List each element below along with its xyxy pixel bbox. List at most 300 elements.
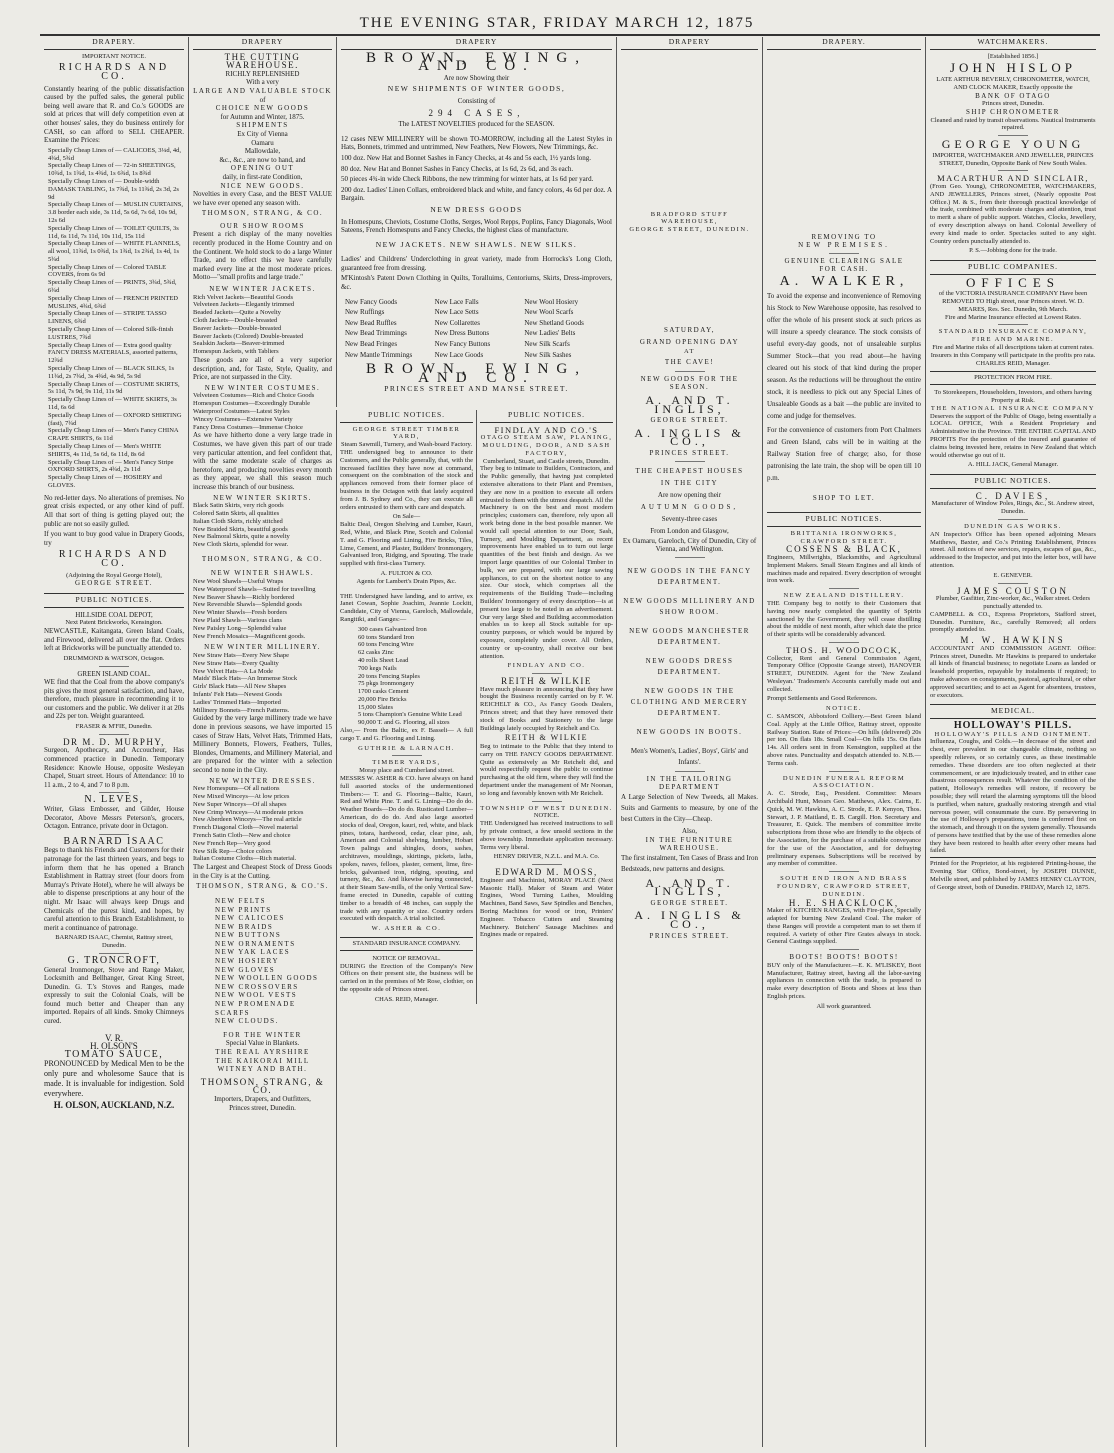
- shacklock-text: Maker of KITCHEN RANGES, with Fire-place, Specially adapted for burning New Zealand Coal. The maker of these Ranges will provide a competent man to set them if required. A variety of other Fire Grates always in stock. General Castings supplied.: [767, 907, 921, 946]
- troncroft-title: G. TRONCROFT,: [67, 954, 161, 966]
- price-item: Specially Cheap Lines of — Men's Fancy CHINA CRAPE SHIRTS, 6s 11d: [48, 427, 179, 443]
- shawls-title: NEW WINTER SHAWLS.: [210, 569, 315, 578]
- price-item: Specially Cheap Lines of — Colored Silk-finish LUSTRES, 7¾d: [48, 326, 174, 341]
- jackets-item: Velveteen Jackets—Elegantly trimmed: [193, 301, 295, 309]
- intro-line: CHOICE NEW GOODS: [215, 104, 310, 113]
- young-firm: GEORGE YOUNG: [941, 137, 1085, 152]
- section-heading-public-notices: PUBLIC NOTICES.: [930, 474, 1096, 489]
- millinery-item: Millinery Bonnets—French Patterns.: [193, 706, 290, 714]
- price-item: Specially Cheap Lines of — CALICOES, 3¼d, 4d, 4¾d, 5¾d: [48, 146, 182, 162]
- landed-list: [340, 626, 473, 727]
- standard-sign: CHARLES REID, Manager.: [975, 359, 1051, 367]
- victoria-text-2: Fire and Marine Insurance effected at Lowest Rates.: [945, 313, 1081, 321]
- moss-title: EDWARD M. MOSS,: [495, 867, 598, 878]
- jackets-text: These goods are all of a very superior description, and, for Taste, Style, Quality, and Price, are not surpassed in the City.: [193, 356, 332, 382]
- section-heading-public-notices: PUBLIC NOTICES.: [767, 512, 921, 527]
- shacklock-firm: H. E. SHACKLOCK,: [788, 897, 900, 908]
- season-line: NEW GOODS FOR THE SEASON.: [640, 374, 739, 392]
- landed-item: 300 cases Galvanized Iron: [358, 625, 427, 633]
- distillery-text: THE Company beg to notify to their Customers that having now nearly completed the quantity of Spirits sanctioned by the Government, they will cease distilling about the middle of next month, after which date the price of their spirits will be considerably advanced.: [767, 599, 921, 639]
- cheapest-line: Seventy-three cases: [661, 514, 718, 523]
- millinery-item: Maids' Black Hats—An Immense Stock: [193, 675, 298, 683]
- brown-ewing-firm-2: BROWN, EWING, AND CO.: [365, 361, 588, 386]
- column-watchmakers: [925, 37, 1100, 1447]
- timber-yards-sub: Moray place and Cumberland street.: [359, 767, 454, 775]
- price-item: Specially Cheap Lines of — OXFORD SHIRTING (fast), 7¾d: [48, 411, 182, 427]
- public-notices-mid: [336, 410, 616, 1447]
- timber-yard-sub: Steam Sawmill, Turnery, and Wash-board Factory.: [340, 441, 473, 449]
- leves-text: Writer, Glass Embosser, and Gilder, House Decorator, Above Messrs Peterson's, grocers, Octagon. Entrance, private door in Octagon.: [44, 805, 184, 831]
- fancy-goods-grid: [345, 298, 608, 360]
- dresses-item: New Silk Rep—Choice colors: [193, 847, 272, 855]
- protection-text: To Storekeepers, Householders, Investors, and others having Property at Risk.: [934, 389, 1092, 405]
- grid-item: New Collarettes: [434, 318, 480, 327]
- dresses-text: The Largest and Cheapest Stock of Dress Goods in the City is at the Cutting.: [193, 863, 332, 880]
- coal-depot-title: HILLSIDE COAL DEPOT,: [75, 610, 153, 619]
- township-sub: NOTICE.: [533, 812, 560, 820]
- inglis-firm-3: A. AND T. INGLIS,: [645, 875, 734, 899]
- gas-text: AN Inspector's Office has been opened adjoining Messrs Matthews, Baxter, and Co.'s Printing Establishment, Princes street. All notices of new services, repairs, escapes of gas, &c., addressed to the Inspector, and put into the letter box, will have attention.: [930, 530, 1096, 569]
- thomson-sub: Importers, Drapers, and Outfitters,: [214, 1094, 311, 1103]
- offices-title: OFFICES: [965, 274, 1061, 290]
- olson-text: PRONOUNCED by Medical Men to be the only pure and wholesome Sauce that is made. It is invaluable for indigestion. Sold everywhere.: [44, 1059, 184, 1099]
- column-header: DRAPERY: [621, 37, 758, 50]
- timber-yards-text: MESSRS W. ASHER & CO. have always on hand full assorted stocks of the undermentioned Timbers:— T. and G. Flooring—Baltic, Kauri, Red and White Pine. T. and G. Lining—Do do do. Weather Boards—Do do do. Rusticated Lumber—American, do do do. And also large assorted stocks of deal, Oregon, kauri, red, white, and black pines, totara, hardwood, cedar, clear pine, ash, American and Colonial shelving, lumber, Hobart Town palings and shingles, doors, sashes, architraves, mouldings, skirtings, pickets, laths, spokes, naves, felloes, plaster, cement, lime, fire-bricks, galvanised iron, ridging, spouting, and turnery, &c., &c. And likewise having connected, at their Steam Saw-mills, of the only Vertical Saw-frame erected in Dunedin, capable of cutting timber to a breadth of 48 inches, can supply the trade with any quantity or size. Country orders executed with despatch. A trial solicited.: [340, 775, 473, 923]
- victoria-text: of the VICTORIA INSURANCE COMPANY Have been REMOVED TO High street, near Princes street. W. D. MEARES, Res. Sec. Dunedin, 9th March.: [938, 290, 1088, 313]
- funeral-text: A. C. Strode, Esq., President. Committee: Messrs Archibald Hunt, Messrs Geo. Matthews, Alex. Cairns, E. Quick, M. W. Hawkins, A. C. Strode, E. P. Kenyon, Thos. Stewart, J. P. Maitland, E. B. Cargill. Hon. Secretary and Treasurer, E. Quick. The members of committee invite subscriptions from those who are friendly to the objects of the Association, for the purchase of a suitable conveyance for the use of the Association, and for defraying preliminary expenses. Subscriptions will be received by any member of committee.: [767, 790, 921, 868]
- reith-text: Have much pleasure in announcing that they have bought the Business recently carried on by F. W. REICHELT & CO., As Fancy Goods Dealers, Princes street; and that they have removed their stock of Books and Stationery to the large Buildings lately occupied by Reichelt and Co.: [480, 685, 613, 732]
- dept-line: NEW GOODS IN BOOTS.: [636, 727, 743, 736]
- patent-text: M'Kintosh's Patent Down Clothing in Quilts, Toralluims, Centoriums, Skirts, Dress-improvers, &c.: [341, 274, 612, 292]
- cash-line: FOR CASH.: [819, 265, 869, 274]
- price-item: Specially Cheap Lines of — Colored TABLE COVERS, from 6s 9d: [48, 263, 167, 279]
- green-coal-text: WE find that the Coal from the above company's pits gives the most general satisfaction, and have, therefore, much pleasure in recommending it to our customers and the public. We deliver it at 20s and 22s per ton. Weight guaranteed.: [44, 678, 184, 721]
- jackets-item: Beaver Jackets (Colored) Double-breasted: [193, 332, 304, 340]
- boots-line: Men's Women's, Ladies', Boys', Girls' and Infants'.: [630, 746, 749, 766]
- dresses-item: French Satin Cloth—New and choice: [193, 831, 291, 839]
- grid-item: New Ladies' Belts: [524, 329, 576, 338]
- brown-cases: 294 CASES,: [428, 107, 525, 118]
- section-heading-public-notices: PUBLIC NOTICES.: [44, 593, 184, 608]
- green-coal-title: GREEN ISLAND COAL.: [77, 669, 151, 678]
- column-drapery-1: [40, 37, 188, 1447]
- boots-title: BOOTS! BOOTS! BOOTS!: [789, 953, 899, 962]
- winter-line: THE KAIKORAI MILL: [215, 1056, 310, 1065]
- divider: [99, 792, 129, 793]
- brown-address: PRINCES STREET AND MANSE STREET.: [384, 384, 569, 394]
- fulton-sign: A. FULTON & CO.: [380, 569, 433, 577]
- price-item: Specially Cheap Lines of — 72-in SHEETINGS, 10¾d, 1s 1¾d, 1s 4¾d, 1s 6¾d, 1s 8¾d: [48, 162, 176, 178]
- inglis-street-3: GEORGE STREET.: [650, 898, 729, 907]
- skirts-item: New Cloth Skirts, splendid for wear.: [193, 541, 289, 549]
- jackets-item: Cloth Jackets—Double-breasted: [193, 317, 278, 325]
- section-heading-companies: PUBLIC COMPANIES.: [930, 260, 1096, 275]
- grid-item: New Silk Scarfs: [524, 340, 570, 349]
- grid-item: New Fancy Goods: [345, 297, 398, 306]
- saturday-line: THE CAVE!: [664, 357, 715, 366]
- column-drapery-6: [762, 37, 925, 1447]
- jobbing-line: P. S.—Jobbing done for the trade.: [969, 247, 1057, 255]
- inglis-street-4: PRINCES STREET.: [649, 931, 730, 940]
- reith-title-2: REITH & WILKIE: [504, 733, 589, 743]
- murphy-title: DR M. D. MURPHY,: [63, 736, 165, 747]
- public-notices-right: [476, 410, 616, 1004]
- millinery-text: Guided by the very large millinery trade we have done in previous seasons, we have imported 15 cases of Straw Hats, Velvet Hats, Trimmed Hats, Millinery Bonnets, Flowers, Feathers, Tulles, Blondes, Ornaments, and Millinery Material, and are prepared for the winter with a selection second to none in the City.: [193, 714, 332, 774]
- price-item: Specially Cheap Lines of — COSTUME SKIRTS, 5s 11d, 7s 9d, 9s 11d, 11s 9d: [48, 380, 180, 396]
- new-goods-item: NEW GLOVES: [215, 965, 276, 974]
- intro-line: SHIPMENTS: [236, 121, 289, 130]
- divider: [99, 834, 129, 835]
- also-line: Also,: [682, 826, 697, 835]
- premises-line: NEW PREMISES.: [798, 241, 890, 250]
- landed-item: 20 tons Fencing Staples: [358, 672, 420, 680]
- landed-item: 75 pkgs Ironmongery: [358, 680, 414, 688]
- divider: [99, 953, 129, 954]
- grid-item: New Mantle Trimmings: [345, 350, 413, 359]
- grid-item: New Bead Trimmings: [345, 329, 407, 338]
- landed-item: 60 tons Standard Iron: [358, 633, 415, 641]
- campbell-text: CAMPBELL & CO., Express Proprietors, Stafford street, Dunedin. Furniture, &c., carefully Removed; all orders promptly attended to.: [930, 610, 1096, 634]
- cheapest-line: AUTUMN GOODS,: [640, 502, 739, 511]
- guthrie-sign: GUTHRIE & LARNACH.: [358, 744, 455, 752]
- section-heading: PUBLIC NOTICES.: [340, 410, 473, 423]
- costumes-item: Velveteen Costumes—Rich and Choice Goods: [193, 392, 315, 400]
- column-header: DRAPERY.: [44, 37, 184, 50]
- grid-item: New Shetland Goods: [524, 318, 584, 327]
- dept-line: NEW GOODS MANCHESTER DEPARTMENT.: [629, 626, 750, 646]
- ship-chrono-line: SHIP CHRONOMETER: [966, 107, 1060, 116]
- vr-mark: V. R.: [104, 1032, 124, 1043]
- intro-line: RICHLY REPLENISHED: [225, 69, 300, 78]
- skirts-item: Italian Cloth Skirts, richly stitched: [193, 517, 283, 525]
- bank-line: BANK OF OTAGO: [975, 91, 1051, 100]
- township-title: TOWNSHIP OF WEST DUNEDIN.: [480, 804, 613, 812]
- landed-text: THE Undersigned have landing, and to arrive, ex Janet Cowan, Sophie Joachim, Jeannie Lockitt, Candidate, City of Vienna, Gareloch, Mallowdale, Rangitiki, and Ganges:—: [340, 592, 473, 623]
- olson-sign: H. OLSON, AUCKLAND, N.Z.: [53, 1100, 175, 1111]
- millinery-item: Ladies' Trimmed Hats—Imported: [193, 698, 281, 706]
- skirts-item: New Balmoral Skirts, quite a novelty: [193, 533, 290, 541]
- richards-firm-name: RICHARDS AND CO.: [58, 62, 170, 82]
- tailoring-text: A Large Selection of New Tweeds, all Makes. Suits and Garments to measure, by one of the best Cutters in the City—Cheap.: [621, 792, 758, 823]
- national-text: Deserves the support of the Public of Otago, being essentially a LOCAL OFFICE, With a Resident Proprietary and Administrative in the Province. THE ENTIRE CAPITAL AND PROFITS For the protection of the insured and guarantee of claims being invested here, retains in New Zealand that which would otherwise go out of it.: [930, 412, 1096, 459]
- saturday-line: GRAND OPENING DAY: [639, 337, 740, 346]
- coal-depot-sub: Next Patent Brickworks, Kensington.: [65, 619, 163, 627]
- britannia-title: BRITTANIA IRONWORKS, CRAWFORD STREET.: [790, 529, 898, 545]
- new-goods-item: NEW PRINTS: [215, 905, 272, 914]
- richards-terms-2: If you want to buy good value in Drapery Goods, try: [44, 530, 184, 547]
- dress-goods-text: In Homespuns, Cheviots, Costume Cloths, Serges, Wool Repps, Poplins, Fancy Diagonals, Wool Sateens, French Homespuns and Fancy Checks, the highest class of manufacture.: [341, 217, 612, 235]
- new-goods-item: NEW BRAIDS: [215, 922, 274, 931]
- fulton-sign-2: Agents for Lambert's Drain Pipes, &c.: [356, 577, 457, 585]
- column-header: DRAPERY.: [767, 37, 921, 50]
- richards-terms: No red-letter days. No alterations of premises. No great crisis expected, or any other kind of puff. All that sort of thing is getting played out; the public are not so easily gulled.: [44, 493, 184, 528]
- millinery-item: Infants' Felt Hats—Newest Goods: [193, 691, 283, 699]
- new-goods-list: [193, 897, 332, 1026]
- shawls-item: New Reversible Shawls—Splendid goods: [193, 601, 302, 609]
- landed-item: 700 kegs Nails: [358, 664, 397, 672]
- richards-intro: Constantly hearing of the public dissatisfaction caused by the puffed sales, the general public being well aware that R. and Co.'s GOODS are sold at prices that will defy competition even at other houses' sales, they do business entirely for CASH, so can afford to SELL CHEAPER. Examine the Prices:: [44, 84, 184, 145]
- winter-line: THE REAL AYRSHIRE: [215, 1048, 310, 1057]
- inglis-firm-4: A. INGLIS & CO.,: [634, 908, 745, 932]
- divider: [99, 666, 129, 667]
- shawls-item: New Wool Shawls—Useful Wraps: [193, 578, 284, 586]
- grid-item: New Fancy Buttons: [434, 340, 491, 349]
- intro-line: Oamaru: [251, 138, 274, 147]
- hislop-firm: JOHN HISLOP: [950, 60, 1076, 76]
- thomson-sign: THOMSON, STRANG, & CO.'S.: [196, 882, 329, 891]
- grid-item: New Lace Setts: [434, 308, 479, 317]
- intro-line: daily, in first-rate Condition,: [222, 172, 303, 181]
- price-item: Specially Cheap Lines of — FRENCH PRINTED MUSLINS, 4¾d, 6¾d: [48, 294, 178, 310]
- cheapest-line: IN THE CITY: [660, 478, 719, 487]
- clearing-line: GENUINE CLEARING SALE: [784, 256, 904, 265]
- skirts-title: NEW WINTER SKIRTS.: [213, 493, 312, 502]
- dept-line: NEW GOODS MILLINERY AND SHOW ROOM.: [623, 596, 756, 616]
- new-goods-item: NEW ORNAMENTS: [215, 939, 296, 948]
- skirts-item: Colored Satin Skirts, all qualities: [193, 509, 280, 517]
- cossens-firm: COSSENS & BLACK,: [786, 544, 902, 555]
- winter-sub: Special Value in Blankets.: [225, 1039, 300, 1048]
- show-rooms-title: OUR SHOW ROOMS: [220, 221, 305, 230]
- brown-novelties: The LATEST NOVELTIES produced for the SEASON.: [398, 120, 555, 129]
- couston-firm: JAMES COUSTON: [956, 585, 1070, 596]
- shop-to-let: SHOP TO LET.: [812, 493, 876, 502]
- new-goods-item: NEW WOOL VESTS: [215, 991, 298, 1000]
- section-heading: PUBLIC NOTICES.: [480, 410, 613, 423]
- findlay-title: FINDLAY AND CO.'S: [494, 424, 599, 435]
- samson-text: C. SAMSON, Abbotsford Colliery.—Best Green Island Coal. Apply at the Little Office, Rattray street, opposite Railway Station. Rate of Prices:—On hills (delivered) 20s per ton. On flats 18s. Small Coal—On hills 15s. On flats 14s. All orders sent in from Kensington, supplied at the above rates. Punctuality and despatch attended to. N.B.—Terms cash.: [767, 713, 921, 767]
- troncroft-text: General Ironmonger, Stove and Range Maker, Locksmith and Bellhanger, Great King Street, Dunedin. G. T.'s Stoves and Ranges, made expressly to suit the Colonial Coals, will be found much better and Cheaper than any imported. Repairs of all kinds. Smoky Chimneys cured.: [44, 965, 184, 1026]
- show-rooms-text: Present a rich display of the many novelties recently produced in the Home Country and on the Continent. We hold stock to do a large Winter Trade, and to effect this we have carefully marked every line at the most moderate prices. Motto—"small profits and large trade.": [193, 230, 332, 282]
- price-item: Specially Cheap Lines of — TOILET QUILTS, 3s 11d, 6s 11d, 7s 11d, 10s 11d, 15s 11d: [48, 224, 179, 240]
- underclothing-text: Ladies' and Childrens' Underclothing in great variety, made from Horrocks's Long Cloth, guaranteed free from dressing.: [341, 255, 612, 272]
- price-item: Specially Cheap Lines of — Extra good quality FANCY DRESS MATERIALS, assorted patterns, 12¾d: [48, 341, 178, 365]
- jackets-item: Beaded Jackets—Quite a Novelty: [193, 309, 281, 317]
- cutting-warehouse-title: THE CUTTING WAREHOUSE.: [224, 51, 301, 71]
- findlay-sign: FINDLAY AND CO.: [507, 662, 586, 670]
- couston-text: Plumber, Gasfitter, Zinc-worker, &c., Walker street. Orders punctually attended to.: [935, 595, 1091, 610]
- dresses-item: New Crimp Winceys—At moderate prices: [193, 808, 304, 816]
- new-goods-item: NEW PROMENADE SCARFS: [215, 1000, 296, 1017]
- removal-sign: CHAS. REID, Manager.: [374, 995, 439, 1003]
- walker-firm: A. WALKER,: [779, 273, 909, 289]
- woodcock-text: Collector, Rent and General Commission Agent, Temporary Office (Opposite Grange street), HANOVER STREET, DUNEDIN. Agent for the 'New Zealand Wesleyan.' Tradesmen's Accounts carefully made out and collected.: [767, 654, 921, 693]
- holloway-text: Influenza, Coughs, and Colds.—In decrease of the street and chest, ever prevalent in our changeable climate, nothing so speedily relieves, or so certainly cures, as these inestimable remedies. These disorders are too often neglected at their commencement, or are injudiciously treated, and in either case disastrous consequences result. Whatever the condition of the patient, Holloway's remedies will restore, if recovery be possible; they will retard the alarming symptoms till the blood is purified, when nature, gradually restoring strength and vital nervous power, will consummate the cure. By persevering in the use of Holloway's preparations, tone is conferred first on the stomach, and through it on the system generally. Thousands of persons have testified that by the use of these remedies alone they have been restored to health after every other means had failed.: [930, 738, 1096, 855]
- landed-item: 15,000 Slates: [358, 703, 394, 711]
- grid-item: New Lace Falls: [434, 297, 479, 306]
- millinery-item: Girls' Black Hats—All New Shapes: [193, 683, 287, 691]
- landed-item: 40 rolls Sheet Lead: [358, 656, 409, 664]
- on-sale: On Sale—: [392, 513, 421, 521]
- column-header: WATCHMAKERS.: [930, 37, 1096, 50]
- davies-text: Manufacturer of Window Poles, Rings, &c., St. Andrew street, Dunedin.: [931, 500, 1095, 516]
- furniture-title: IN THE FURNITURE WAREHOUSE.: [645, 835, 734, 853]
- new-goods-item: NEW BUTTONS: [215, 931, 282, 940]
- timber-yard-text: THE undersigned beg to announce to their Customers, and the Public generally, that, with the increased facilities they have now at command, consequent on the combination of the stock and appliances removed from their former place of business in the Octagon with that lately acquired from J. B. Sydney and Co., they can execute all orders entrusted to them with care and despatch.: [340, 448, 473, 511]
- macarthur-text: (From Geo. Young), CHRONOMETER, WATCHMAKERS, AND JEWELLERS, Princes street, (Nearly opposite Post Office.) M. & S., from their thorough practical knowledge of the trade, combined with moderate charges and attention, trust to merit a share of public support. Watches, Clocks, Jewellery, of every description always on hand. Colonial Jewellery of every kind made to order. Spectacles suited to any sight. Country orders punctually attended to.: [930, 182, 1096, 245]
- landed-item: 60 tons Fencing Wire: [358, 641, 414, 649]
- shawls-item: New French Mosaics—Magnificent goods.: [193, 632, 306, 640]
- dept-line: NEW GOODS IN THE CLOTHING AND MERCERY DEPARTMENT.: [630, 686, 749, 717]
- grid-item: New Bead Ruffles: [345, 318, 397, 327]
- olson-title: H. OLSON'S: [90, 1041, 138, 1052]
- imprint: Printed for the Proprietor, at his registered Printing-house, the Evening Star Office, Bond-street, by JOSEPH DUNNE, Melville street, and published by JAMES HENRY CLAYTON, of George street, both of Dunedin. FRIDAY, March 12, 1875.: [930, 857, 1096, 891]
- young-text: IMPORTER, WATCHMAKER AND JEWELLER, PRINCES STREET, Dunedin, Opposite Bank of New South Wales.: [932, 151, 1094, 167]
- brown-ewing-firm: BROWN, EWING, AND CO.: [365, 49, 588, 75]
- dresses-item: New Aberdeen Winceys—The real article: [193, 816, 302, 824]
- richards-street: GEORGE STREET.: [74, 579, 154, 588]
- intro-line: Ex City of Vienna: [237, 129, 288, 138]
- dresses-item: New Super Winceys—Of all shapes: [193, 800, 287, 808]
- isaac-title: BARNARD ISAAC: [63, 835, 165, 847]
- landed-item: 90,000 T. and G. Flooring, all sizes: [358, 719, 450, 727]
- walker-text: To avoid the expense and inconvenience of Removing his Stock to New Warehouse opposite, has resolved to offer the whole of his present stock at such prices as will insure a speedy clearance. The stock consists of useful every-day goods, not of unsaleable surplus Summer Stock—that you read about—he having cleared out his stock of that kind during the proper season. As the reductions will be throughout the entire stock, it is needless to pick out any Special Lines of Unsaleable Goods as a bait —the public are invited to come and judge for themselves.: [767, 291, 921, 420]
- landed-item: 1700 casks Cement: [358, 688, 409, 696]
- new-goods-item: NEW CLOUDS.: [215, 1017, 279, 1026]
- costumes-item: Homespun Costumes—Exceedingly Durable: [193, 400, 310, 408]
- woodcock-title: THOS. H. WOODCOCK,: [786, 644, 902, 655]
- shawls-item: New Waterproof Shawls—Suited for travelling: [193, 585, 316, 593]
- new-goods-item: NEW FELTS: [215, 896, 267, 905]
- divider: [99, 734, 129, 735]
- column-drapery-5: [616, 37, 762, 1447]
- bradford-street: GEORGE STREET, DUNEDIN.: [629, 226, 750, 234]
- masthead-rule: [40, 34, 1100, 36]
- dresses-item: French Diagonal Cloth—Novel material: [193, 824, 298, 832]
- timber-yards-title: TIMBER YARDS,: [372, 759, 441, 767]
- gas-title: DUNEDIN GAS WORKS.: [964, 523, 1062, 531]
- brown-showing: Are now Showing their: [443, 73, 510, 82]
- coal-depot-text: NEWCASTLE, Kaitangata, Green Island Coals, and Firewood, delivered all over the flat. Orders left at Brickworks will be punctually attended to.: [44, 626, 184, 653]
- bradford-title: BRADFORD STUFF WAREHOUSE,: [650, 210, 729, 226]
- hawkins-text: ACCOUNTANT AND COMMISSION AGENT. Office: Princes street, Dunedin. Mr Hawkins is prepared to undertake all kinds of financial business; to negotiate Loans as landed or leasehold properties, repayable by instalments if required; to make advances on consignments, pastoral, agricultural, or other approved securities; and to act as Agent for absentees, trustees, or executors.: [930, 644, 1096, 699]
- intro-line: of: [259, 95, 266, 104]
- distillery-title: NEW ZEALAND DISTILLERY.: [783, 592, 905, 600]
- price-item: Specially Cheap Lines of — Men's Fancy Stripe OXFORD SHIRTS, 2s 4¾d, 2s 11d: [48, 458, 174, 474]
- shawls-item: New Paisley Long—Splendid value: [193, 624, 287, 632]
- winter-title: FOR THE WINTER: [223, 1030, 302, 1039]
- new-goods-item: NEW YAK LACES: [215, 948, 291, 957]
- removal-text: DURING the Erection of the Company's New Offices on their present site, the business will be carried on in the premises of Mr Rose, clothier, on the opposite side of Princes street.: [340, 962, 473, 993]
- price-item: Specially Cheap Lines of — STRIPE TASSO LINENS, 6¾d: [48, 310, 167, 326]
- township-text: THE Undersigned has received instructions to sell by private contract, a few unsold sections in the above township. Immediate application necessary. Terms very liberal.: [480, 820, 613, 851]
- landed-text-2: Also,— From the Baltic, ex F. Basseli— A full cargo T. and G. Flooring and Lining.: [340, 727, 473, 742]
- thomson-sign: THOMSON, STRANG, & CO.: [201, 554, 324, 563]
- millinery-item: New Straw Hats—Every New Shape: [193, 652, 290, 660]
- davies-firm: C. DAVIES,: [975, 490, 1051, 501]
- isaac-text: Begs to thank his Friends and Customers for their patronage for the last thirteen years, and begs to inform them that he has opened a Branch Establishment in Rattray street (four doors from Murray's Private Hotel), where he will always be able to dispense prescriptions at any hour of the night. Mr Isaac will always keep Drugs and Chemicals of the purest kind, and hopes, by careful attention to this Branch Establishment, to merit a continuance of patronage.: [44, 846, 184, 932]
- richards-adjoining: (Adjoining the Royal George Hotel),: [66, 571, 162, 579]
- reith-text-2: Beg to intimate to the Public that they intend to carry on THE FANCY GOODS DEPARTMENT. Quite as extensively as Mr Reichelt did, and would respectfully request the public to continue purchasing at the old firm, where they will find the department under the management of Mr Noonan, so long and favorably known with Mr Reichelt.: [480, 743, 613, 797]
- costumes-item: Waterproof Costumes—Latest Styles: [193, 407, 290, 415]
- shawls-item: New Plaid Shawls—Various clans: [193, 617, 283, 625]
- findlay-address: Cumberland, Stuart, and Castle streets, Dunedin.: [483, 457, 610, 465]
- price-item: Specially Cheap Lines of — Men's WHITE SHIRTS, 4s 11d, 5s 6d, 6s 11d, 8s 6d: [48, 443, 162, 458]
- price-list: [44, 147, 184, 490]
- millinery-item: New Straw Hats—Every Quality: [193, 659, 279, 667]
- landed-item: 20,000 Fire Bricks: [358, 695, 407, 703]
- foundry-title: SOUTH END IRON AND BRASS FOUNDRY, CRAWFORD STREET, DUNEDIN.: [777, 875, 911, 898]
- cheapest-line: Are now opening their: [657, 490, 722, 499]
- boots-sign: All work guaranteed.: [816, 1002, 872, 1010]
- dresses-item: New French Rep—Very good: [193, 839, 271, 847]
- isaac-sign: BARNARD ISAAC, Chemist, Rattray street, Dunedin.: [55, 934, 173, 950]
- column-drapery-2: [188, 37, 336, 1447]
- column-header: DRAPERY: [193, 37, 332, 50]
- grid-item: New Wool Scarfs: [524, 308, 574, 317]
- ship-chrono-text: Cleaned and rated by transit observations. Nautical Instruments repaired.: [930, 116, 1096, 132]
- gas-sign: E. GENEVER.: [993, 571, 1033, 579]
- asher-sign: W. ASHER & CO.: [371, 925, 442, 933]
- holloway-title-2: HOLLOWAY'S PILLS AND OINTMENT.: [934, 730, 1092, 738]
- new-goods-item: NEW CALICOES: [215, 914, 285, 923]
- inglis-street-2: PRINCES STREET.: [649, 448, 730, 457]
- jackets-item: Beaver Jackets—Double-breasted: [193, 324, 282, 332]
- intro-line: &c., &c., are now to hand, and: [219, 155, 306, 164]
- landed-item: 5 tons Champion's Genuine White Lead: [358, 711, 462, 719]
- standard-title: STANDARD INSURANCE COMPANY, FIRE AND MARINE.: [938, 328, 1088, 344]
- saturday-line: SATURDAY,: [663, 325, 716, 334]
- brown-shipments: NEW SHIPMENTS OF WINTER GOODS,: [387, 84, 566, 94]
- price-item: Specially Cheap Lines of — MUSLIN CURTAINS, 3.8 border each side, 3s 11d, 5s 6d, 7s 6d, 10s 9d, 12s 6d: [48, 201, 184, 224]
- inglis-street: GEORGE STREET.: [650, 416, 729, 425]
- dresses-item: New Homespuns—Of all nations: [193, 785, 280, 793]
- jackets-title: NEW WINTER JACKETS.: [209, 285, 316, 294]
- grid-item: New Dress Buttons: [434, 329, 490, 338]
- price-item: Specially Cheap Lines of — WHITE FLANNELS, all wool, 11¾d, 1s 0¾d, 1s 1¾d, 1s 2¾d, 1s 4d, 1s 5¾d: [48, 240, 181, 263]
- thomson-addr: Princes street, Dunedin.: [229, 1103, 296, 1112]
- cheapest-line: From London and Glasgow,: [650, 526, 729, 535]
- costumes-text: As we have hitherto done a very large trade in Costumes, we have given this part of our trade very particular attention, and feel confident that, with the same moderate scale of charges as heretofore, and producing novelties every month as they appear, we shall this season much increase this branch of our business.: [193, 431, 332, 491]
- coal-depot-sign: DRUMMOND & WATSON, Octagon.: [63, 654, 165, 662]
- brown-para: 80 doz. New Hat and Bonnet Sashes in Fancy Checks, at 1s 6d, 2s 6d, and 3s each.: [341, 164, 574, 173]
- green-coal-sign: FRASER & M'FIE, Dunedin.: [75, 723, 153, 731]
- inglis-firm-2: A. INGLIS & CO.,: [634, 425, 745, 449]
- macarthur-firm: MACARTHUR AND SINCLAIR,: [937, 173, 1089, 184]
- hislop-text: LATE ARTHUR BEVERLY, CHRONOMETER, WATCH, AND CLOCK MAKER, Exactly opposite the: [936, 75, 1090, 91]
- landed-item: 62 casks Zinc: [358, 649, 394, 657]
- column-header: DRAPERY: [341, 37, 612, 50]
- leves-title: N. LEVES,: [84, 794, 144, 806]
- jackets-item: Rich Velvet Jackets—Beautiful Goods: [193, 293, 294, 301]
- dresses-title: NEW WINTER DRESSES.: [209, 776, 316, 785]
- price-item: Specially Cheap Lines of — PRINTS, 3¾d, 5¾d, 6¾d: [48, 279, 177, 295]
- price-item: Specially Cheap Lines of — Double-width DAMASK TABLING, 1s 7¾d, 1s 11¾d, 2s 3d, 2s 9d: [48, 177, 179, 201]
- masthead-title: THE EVENING STAR, FRIDAY MARCH 12, 1875: [359, 15, 755, 31]
- new-goods-item: NEW HOSIERY: [215, 957, 280, 966]
- costumes-item: Fancy Dress Costumes—Immense Choice: [193, 423, 303, 431]
- grid-item: New Ruffings: [345, 308, 385, 317]
- walker-text-2: For the convenience of customers from Port Chalmers and Green Island, cabs will be in waiting at the Railway Station free of charge; also, for those patronising the late train, the shop will be open till 10 p.m.: [767, 425, 921, 482]
- murphy-text: Surgeon, Apothecary, and Accoucheur, Has commenced practice in Dunedin. Temporary Residence: Knowle House, opposite Wesleyan Chapel, Stuart street. Hours of Attendance: 10 to 11 a.m., 2 to 4, and 7 to 8 p.m.: [44, 746, 184, 789]
- established-line: [Established 1856.]: [987, 52, 1039, 60]
- richards-firm-name-2: RICHARDS AND CO.: [58, 549, 170, 569]
- funeral-title: DUNEDIN FUNERAL REFORM ASSOCIATION.: [782, 774, 906, 790]
- dress-goods-title: NEW DRESS GOODS: [430, 204, 523, 214]
- brown-para: 100 doz. New Hat and Bonnet Sashes in Fancy Checks, at 4s and 5s each, 1½ yards long.: [341, 153, 592, 162]
- new-goods-item: NEW WOOLLEN GOODS: [215, 974, 319, 983]
- findlay-sub: OTAGO STEAM SAW, PLANING, MOULDING, DOOR, AND SASH FACTORY,: [480, 434, 613, 457]
- jackets-item: Sealskin Jackets—Beaver-trimmed: [193, 340, 285, 348]
- intro-line: for Autumn and Winter, 1875.: [220, 112, 305, 121]
- notice-title: NOTICE.: [826, 705, 862, 713]
- winter-line: WITNEY AND BATH.: [217, 1065, 308, 1074]
- moss-text: Engineer and Machinist, MORAY PLACE (Next Masonic Hall). Maker of Steam and Water Engines, Wood Turning Lathes, Moulding Machines, Band Saws, Saw Spindles and Benches, Boring Machines for wood or iron, Printers' Engineer. Tobacco Cutters and Steaming Machinery. Butchers' Sausage Machines and Engines made or repaired.: [480, 876, 613, 939]
- costumes-item: Wincey Costumes—Extensive Variety: [193, 415, 293, 423]
- protection-title: PROTECTION FROM FIRE.: [930, 371, 1096, 385]
- cheapest-line: THE CHEAPEST HOUSES: [635, 466, 744, 475]
- saturday-line: AT: [684, 347, 695, 355]
